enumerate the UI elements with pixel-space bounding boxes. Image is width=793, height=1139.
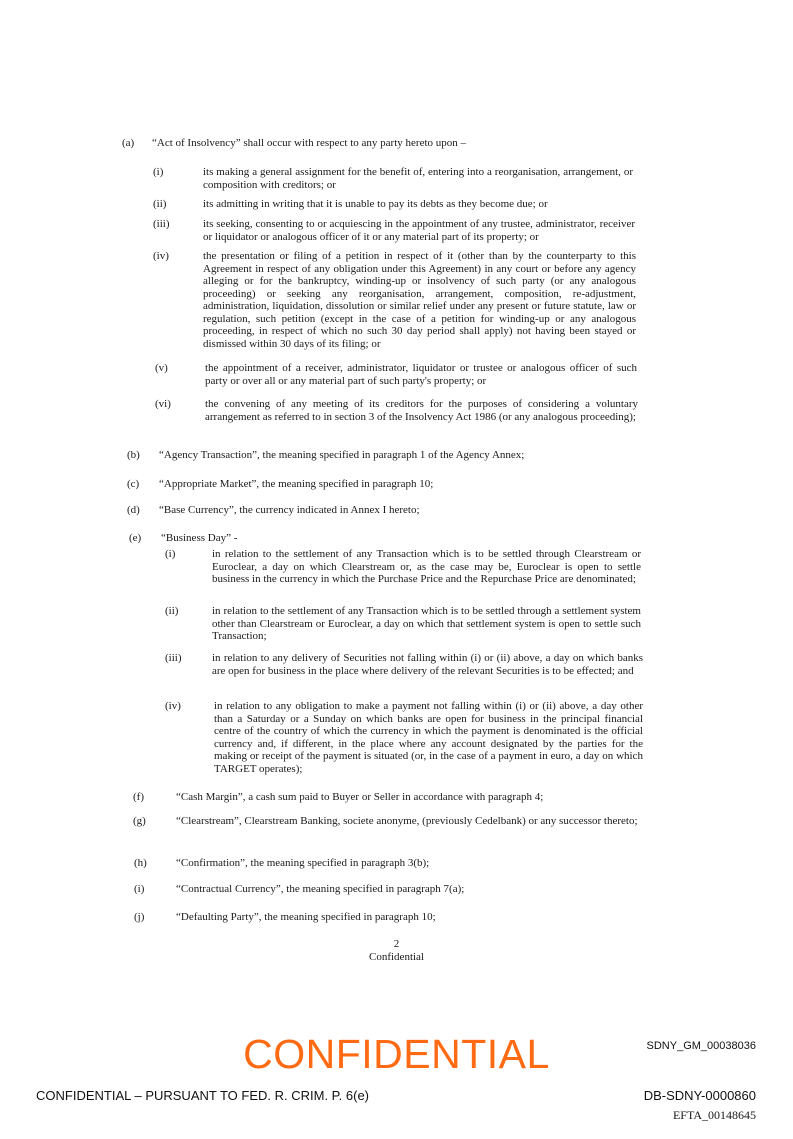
page-confidential-label: Confidential — [369, 951, 424, 963]
sub-clause-a-v — [155, 362, 637, 387]
sub-clause-label: (iii) — [153, 218, 170, 230]
sub-clause-text: its making a general assignment for the benefit of, entering into a reorganisation, arrangement, or composition with creditors; or — [203, 166, 633, 191]
sub-clause-label: (iii) — [165, 652, 182, 664]
clause-e — [129, 532, 649, 545]
sub-clause-label: (i) — [165, 548, 176, 560]
sub-clause-a-i — [153, 166, 633, 191]
confidential-banner: CONFIDENTIAL — [243, 1031, 550, 1077]
clause-a — [122, 137, 642, 150]
clause-label: (g) — [133, 815, 146, 827]
clause-h — [134, 857, 654, 870]
sub-clause-a-ii — [153, 198, 633, 211]
clause-g — [133, 815, 645, 828]
sub-clause-a-vi — [155, 398, 638, 423]
sub-clause-label: (ii) — [153, 198, 167, 210]
sub-clause-a-iii — [153, 218, 635, 243]
sub-clause-label: (i) — [153, 166, 164, 178]
clause-i — [134, 883, 654, 896]
clause-label: (b) — [127, 449, 140, 461]
clause-label: (j) — [134, 911, 145, 923]
clause-b — [127, 449, 647, 462]
sub-clause-label: (ii) — [165, 605, 179, 617]
clause-text: “Clearstream”, Clearstream Banking, societe anonyme, (previously Cedelbank) or any successor thereto; — [176, 815, 638, 827]
clause-c — [127, 478, 647, 491]
clause-text: “Contractual Currency”, the meaning specified in paragraph 7(a); — [176, 883, 465, 895]
sub-clause-label: (iv) — [153, 250, 169, 262]
clause-label: (a) — [122, 137, 135, 149]
clause-text: “Base Currency”, the currency indicated in Annex I hereto; — [159, 504, 420, 516]
clause-d — [127, 504, 647, 517]
sub-clause-label: (iv) — [165, 700, 181, 712]
sub-clause-e-iv — [165, 700, 643, 775]
clause-f — [133, 791, 653, 804]
page-number: 2 — [393, 938, 400, 950]
sub-clause-label: (v) — [155, 362, 168, 374]
sub-clause-text: in relation to the settlement of any Transaction which is to be settled through Clearstream or Euroclear, a day on which Clearstream or, as the case may be, Euroclear is open to settle business in the currency in which the Purchase Price and the Repurchase Price are denominated; — [212, 548, 641, 585]
clause-text: “Business Day” - — [161, 532, 238, 544]
sub-clause-text: the appointment of a receiver, administrator, liquidator or trustee or analogous officer of such party or over all or any material part of such party's property; or — [205, 362, 637, 387]
clause-label: (i) — [134, 883, 145, 895]
protective-order-notice: CONFIDENTIAL – PURSUANT TO FED. R. CRIM. P. 6(e) — [36, 1088, 370, 1103]
sub-clause-text: in relation to any obligation to make a payment not falling within (i) or (ii) above, a day other than a Saturday or a Sunday on which banks are open for business in the principal financial centre of the country of which the currency in which the payment is denominated is the official currency and, if different, in the place where any account designated by the parties for the making or receipt of the payment is situated (or, in the case of a payment in euro, a day on which TARGET operates); — [214, 700, 643, 775]
sub-clause-text: its admitting in writing that it is unable to pay its debts as they become due; or — [203, 198, 548, 210]
doc-id-stamp: SDNY_GM_00038036 — [646, 1040, 756, 1052]
clause-text: “Appropriate Market”, the meaning specified in paragraph 10; — [159, 478, 434, 490]
clause-label: (e) — [129, 532, 142, 544]
sub-clause-text: in relation to any delivery of Securities not falling within (i) or (ii) above, a day on which banks are open for business in the place where delivery of the relevant Securities is to be effected; and — [212, 652, 643, 677]
clause-label: (f) — [133, 791, 144, 803]
sub-clause-label: (vi) — [155, 398, 171, 410]
clause-text: “Cash Margin”, a cash sum paid to Buyer or Seller in accordance with paragraph 4; — [176, 791, 544, 803]
clause-label: (d) — [127, 504, 140, 516]
sub-clause-e-iii — [165, 652, 643, 677]
bates-number: DB-SDNY-0000860 — [643, 1088, 756, 1103]
sub-clause-e-i — [165, 548, 641, 586]
sub-clause-a-iv — [153, 250, 636, 350]
clause-text: “Act of Insolvency” shall occur with respect to any party hereto upon – — [152, 137, 467, 149]
sub-clause-e-ii — [165, 605, 641, 643]
clause-label: (h) — [134, 857, 147, 869]
clause-text: “Agency Transaction”, the meaning specified in paragraph 1 of the Agency Annex; — [159, 449, 525, 461]
clause-j — [134, 911, 654, 924]
clause-text: “Confirmation”, the meaning specified in paragraph 3(b); — [176, 857, 430, 869]
clause-label: (c) — [127, 478, 140, 490]
clause-text: “Defaulting Party”, the meaning specified in paragraph 10; — [176, 911, 436, 923]
sub-clause-text: the convening of any meeting of its creditors for the purposes of considering a voluntary arrangement as referred to in section 3 of the Insolvency Act 1986 (or any analogous proceeding); — [205, 398, 638, 423]
sub-clause-text: the presentation or filing of a petition in respect of it (other than by the counterparty to this Agreement in respect of any obligation under this Agreement) in any court or before any agency alleging or for the bankruptcy, winding-up or insolvency of such party (or any analogous proceeding) or seeking any reorganisation, arrangement, composition, re-adjustment, administration, liquidation, dissolution or similar relief under any present or future statute, law or regulation, such petition (except in the case of a petition for winding-up or any analogous proceeding, in respect of which no such 30 day period shall apply) not having been stayed or dismissed within 30 days of its filing; or — [203, 250, 636, 350]
efta-number: EFTA_00148645 — [672, 1108, 756, 1122]
sub-clause-text: its seeking, consenting to or acquiescing in the appointment of any trustee, administrator, receiver or liquidator or analogous officer of it or any material part of its property; or — [203, 218, 635, 243]
sub-clause-text: in relation to the settlement of any Transaction which is to be settled through a settlement system other than Clearstream or Euroclear, a day on which that settlement system is open to settle such Transaction; — [212, 605, 641, 642]
